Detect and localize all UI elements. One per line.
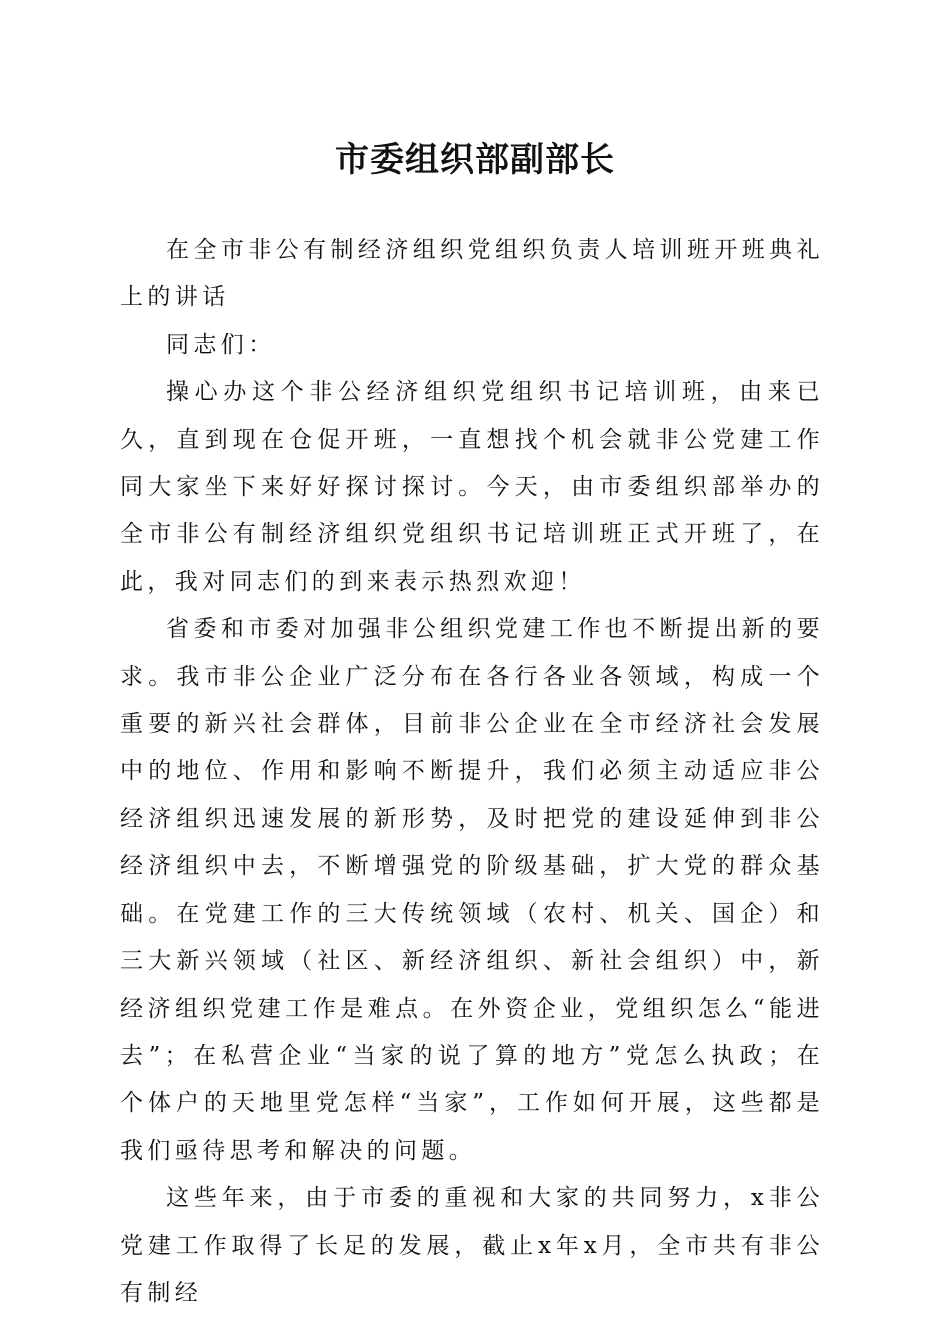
document-title: 市委组织部副部长 [335, 140, 615, 180]
body-paragraph: 操心办这个非公经济组织党组织书记培训班，由来已久，直到现在仓促开班，一直想找个机会就非公党建工作同大家坐下来好好探讨探讨。今天，由市委组织部举办的全市非公有制经济组织党组织书记培训班正式开班了，在此，我对同志们的到来表示热烈欢迎！ [120, 379, 824, 595]
salutation-paragraph: 同志们： [166, 331, 276, 358]
body-paragraph: 省委和市委对加强非公组织党建工作也不断提出新的要求。我市非公企业广泛分布在各行各业各领域，构成一个重要的新兴社会群体，目前非公企业在全市经济社会发展中的地位、作用和影响不断提升，我们必须主动适应非公经济组织迅速发展的新形势，及时把党的建设延伸到非公经济组织中去，不断增强党的阶级基础，扩大党的群众基础。在党建工作的三大传统领域（农村、机关、国企）和三大新兴领域（社区、新经济组织、新社会组织）中，新经济组织党建工作是难点。在外资企业，党组织怎么“能进去”；在私营企业“当家的说了算的地方”党怎么执政；在个体户的天地里党怎样“当家”，工作如何开展，这些都是我们亟待思考和解决的问题。 [120, 616, 824, 1164]
speech-subtitle-paragraph: 在全市非公有制经济组织党组织负责人培训班开班典礼上的讲话 [120, 237, 824, 311]
document-body [120, 227, 824, 1317]
body-paragraph: 这些年来，由于市委的重视和大家的共同努力，x非公党建工作取得了长足的发展，截止x年x月，全市共有非公有制经 [120, 1185, 824, 1306]
